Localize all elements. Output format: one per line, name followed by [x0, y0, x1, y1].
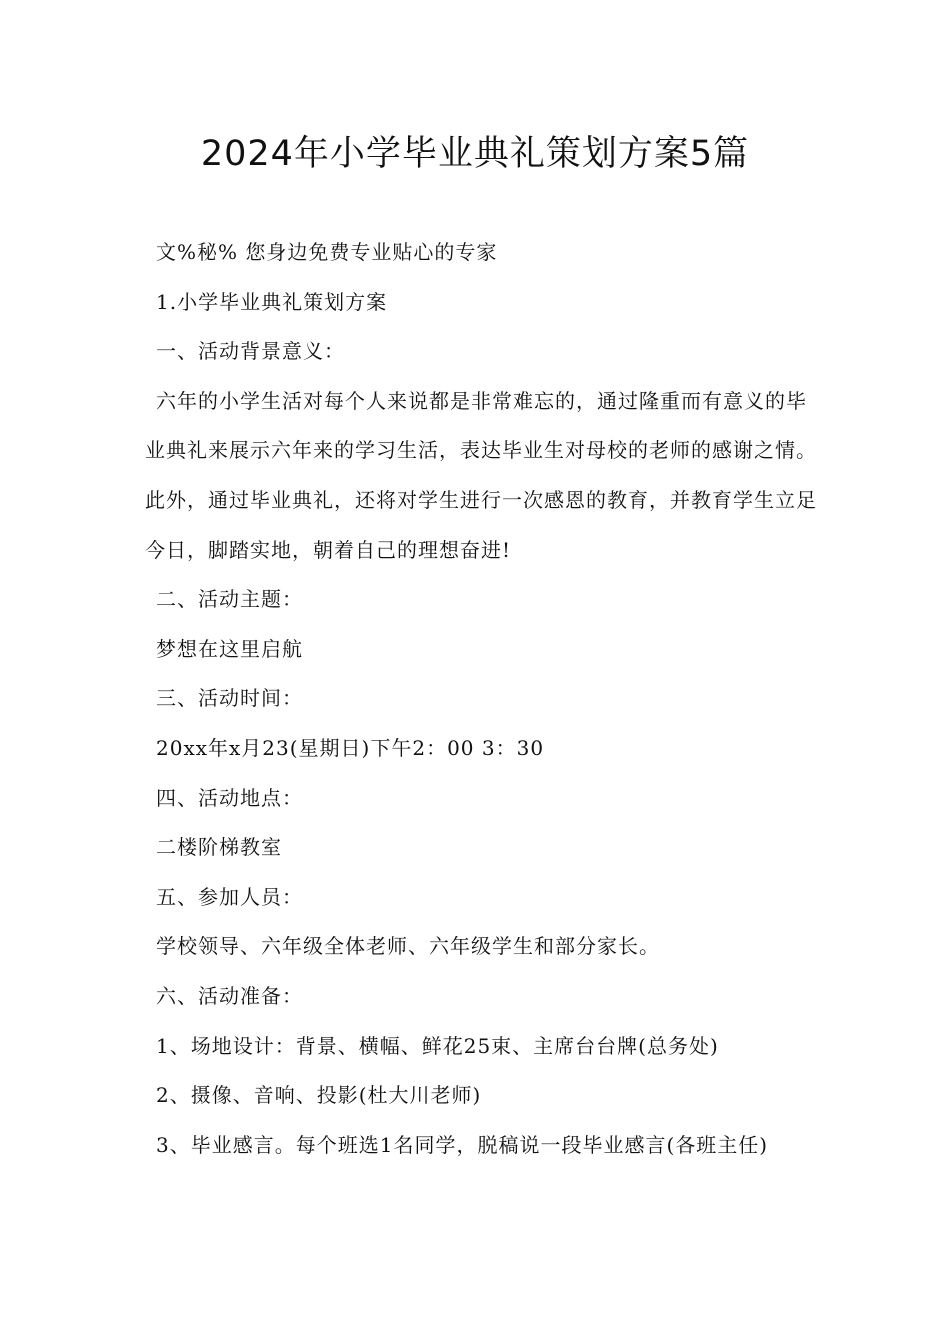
- paragraph: 六年的小学生活对每个人来说都是非常难忘的，通过隆重而有意义的毕业典礼来展示六年来的学习生活，表达毕业生对母校的老师的感谢之情。此外，通过毕业典礼，还将对学生进行一次感恩的教育，并教育学生立足今日，脚踏实地，朝着自己的理想奋进!: [145, 388, 817, 562]
- section-heading: 四、活动地点：: [156, 785, 303, 810]
- section-heading: 六、活动准备：: [156, 983, 303, 1008]
- document-title: 2024年小学毕业典礼策划方案5篇: [200, 134, 750, 174]
- list-item: 1、场地设计：背景、横幅、鲜花25束、主席台台牌(总务处): [156, 1033, 719, 1058]
- section-heading: 1.小学毕业典礼策划方案: [156, 289, 388, 314]
- paragraph: 学校领导、六年级全体老师、六年级学生和部分家长。: [156, 934, 660, 959]
- paragraph: 梦想在这里启航: [156, 636, 303, 661]
- site-tagline: 文%秘% 您身边免费专业贴心的专家: [156, 240, 498, 264]
- section-heading: 五、参加人员：: [156, 884, 303, 909]
- section-heading: 一、活动背景意义：: [156, 339, 345, 364]
- paragraph: 20xx年x月23(星期日)下午2：00 3：30: [156, 735, 545, 760]
- list-item: 2、摄像、音响、投影(杜大川老师): [156, 1083, 482, 1108]
- section-heading: 二、活动主题：: [156, 587, 303, 612]
- document-body: [145, 228, 825, 1170]
- list-item: 3、毕业感言。每个班选1名同学，脱稿说一段毕业感言(各班主任): [156, 1132, 769, 1157]
- paragraph: 二楼阶梯教室: [156, 835, 282, 860]
- section-heading: 三、活动时间：: [156, 686, 303, 711]
